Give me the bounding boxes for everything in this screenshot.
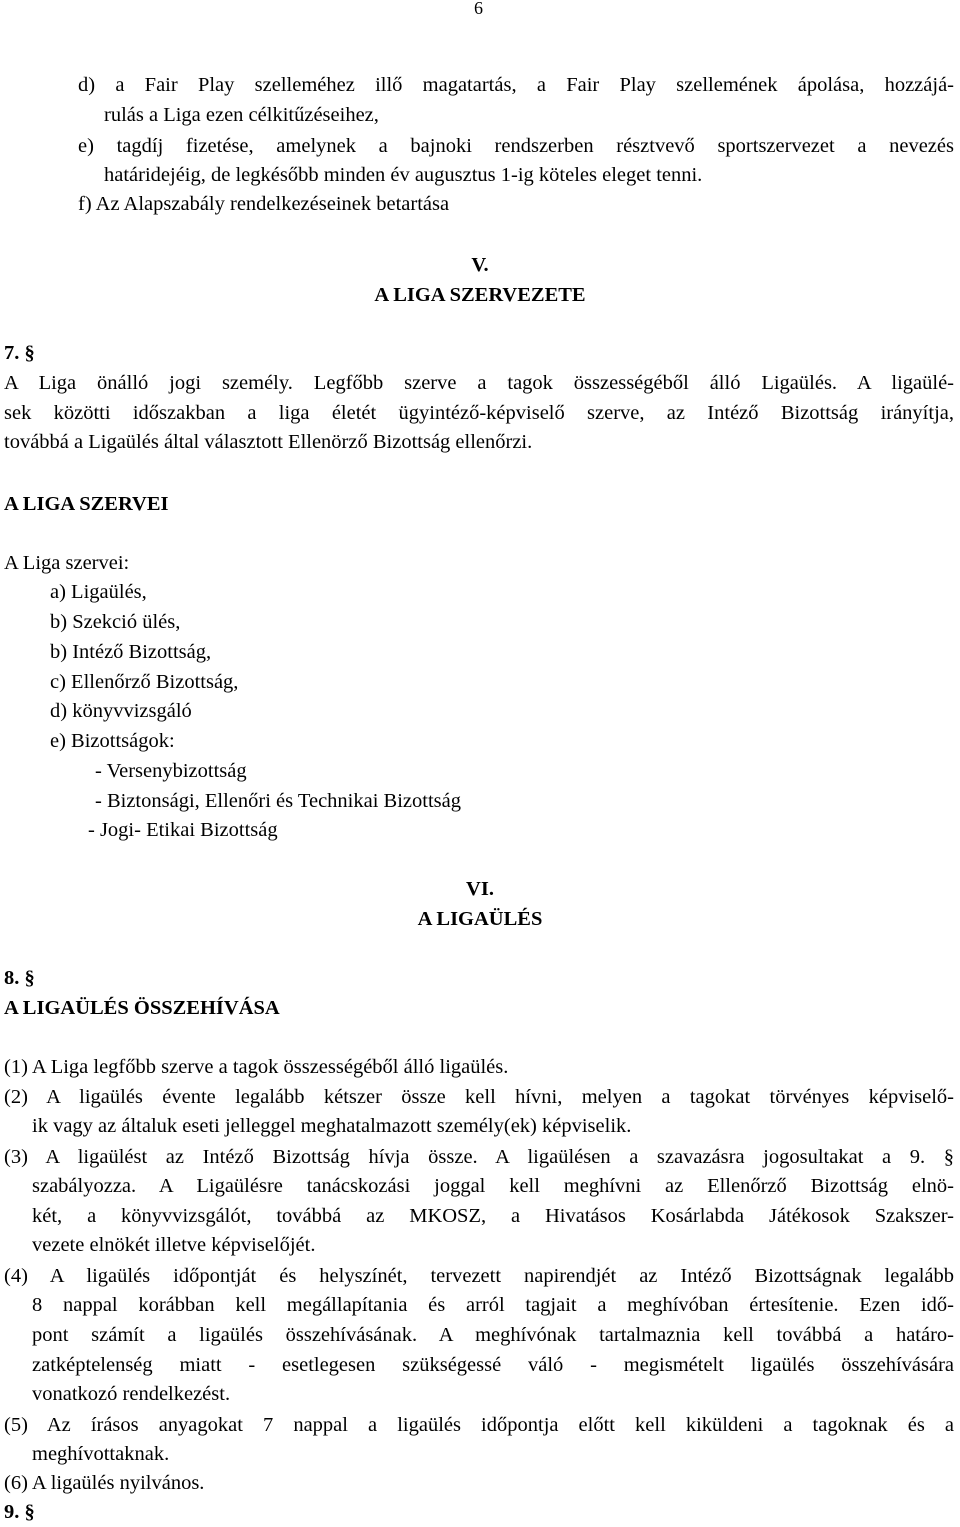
section-7-label: 7. §: [4, 342, 35, 364]
intro-item-d-cont: rulás a Liga ezen célkitűzéseihez,: [104, 104, 379, 126]
chapter-vi-heading: [330, 874, 630, 934]
section-8-line: szabályozza. A Ligaülésre tanácskozási joggal kell meghívni az Ellenőrző Bizottság elnö-: [32, 1175, 954, 1197]
chapter-vi-title: A LIGAÜLÉS: [417, 908, 543, 930]
section-8-line: meghívottaknak.: [32, 1443, 170, 1465]
organs-item: b) Intéző Bizottság,: [50, 641, 212, 663]
section-8-line: (2) A ligaülés évente legalább kétszer össze kell hívni, melyen a tagokat törvényes képviselő-: [4, 1086, 954, 1108]
section-8-line: vonatkozó rendelkezést.: [32, 1383, 231, 1405]
section-8-line: zatképtelenség miatt - esetlegesen szükségessé váló - megismételt ligaülés összehívására: [32, 1354, 954, 1376]
section-8-line: vezete elnökét illetve képviselőjét.: [32, 1234, 316, 1256]
section-8-line: ik vagy az általuk eseti jelleggel meghatalmazott személy(ek) képviselik.: [32, 1115, 632, 1137]
section-9-label: 9. §: [4, 1501, 35, 1523]
organs-intro: A Liga szervei:: [4, 552, 130, 574]
section-8-line: pont számít a ligaülés összehívásának. A meghívónak tartalmaznia kell továbbá a határo-: [32, 1324, 954, 1346]
intro-item-e-cont: határidejéig, de legkésőbb minden év augusztus 1-ig köteles eleget tenni.: [104, 164, 703, 186]
intro-item-e: e) tagdíj fizetése, amelynek a bajnoki rendszerben résztvevő sportszervezet a nevezés: [78, 135, 954, 157]
organs-item: b) Szekció ülés,: [50, 611, 181, 633]
organs-item: c) Ellenőrző Bizottság,: [50, 671, 239, 693]
organs-item: e) Bizottságok:: [50, 730, 175, 752]
intro-item-d: d) a Fair Play szelleméhez illő magatartás, a Fair Play szellemének ápolása, hozzájá-: [78, 74, 954, 96]
section-8-line: (4) A ligaülés időpontját és helyszínét, tervezett napirendjét az Intéző Bizottságnak legalább: [4, 1265, 954, 1287]
committee-item: - Versenybizottság: [95, 760, 247, 782]
chapter-v-title: A LIGA SZERVEZETE: [374, 284, 586, 306]
section-7-line: továbbá a Ligaülés által választott Ellenörző Bizottság ellenőrzi.: [4, 431, 533, 453]
section-8-line: két, a könyvvizsgálót, továbbá az MKOSZ, a Hivatásos Kosárlabda Játékosok Szakszer-: [32, 1205, 954, 1227]
section-8-line: (6) A ligaülés nyilvános.: [4, 1472, 205, 1494]
section-8-line: 8 nappal korábban kell megállapítania és arról tagjait a meghívóban értesítenie. Ezen idő-: [32, 1294, 954, 1316]
committee-item: - Biztonsági, Ellenőri és Technikai Bizottság: [95, 790, 461, 812]
chapter-v-heading: [330, 250, 630, 310]
organs-item: d) könyvvizsgáló: [50, 700, 192, 722]
chapter-vi-number: VI.: [466, 878, 494, 900]
section-8-line: (3) A ligaülést az Intéző Bizottság hívja össze. A ligaülésen a szavazásra jogosultakat a 9. §: [4, 1146, 954, 1168]
page-number: 6: [474, 0, 483, 18]
section-8-line: (5) Az írásos anyagokat 7 nappal a ligaülés időpontja előtt kell kiküldeni a tagoknak és a: [4, 1414, 954, 1436]
organs-item: a) Ligaülés,: [50, 581, 147, 603]
section-7-line: sek közötti időszakban a liga életét ügyintéző-képviselő szerve, az Intéző Bizottság irányítja,: [4, 402, 954, 424]
section-8-label: 8. §: [4, 967, 35, 989]
chapter-v-number: V.: [471, 254, 489, 276]
organs-heading: A LIGA SZERVEI: [4, 493, 169, 515]
intro-item-f: f) Az Alapszabály rendelkezéseinek betartása: [78, 193, 450, 215]
section-7-line: A Liga önálló jogi személy. Legfőbb szerve a tagok összességéből álló Ligaülés. A ligaülé-: [4, 372, 954, 394]
section-8-line: (1) A Liga legfőbb szerve a tagok összességéből álló ligaülés.: [4, 1056, 509, 1078]
section-8-title: A LIGAÜLÉS ÖSSZEHÍVÁSA: [4, 997, 280, 1019]
committee-item: - Jogi- Etikai Bizottság: [88, 819, 278, 841]
